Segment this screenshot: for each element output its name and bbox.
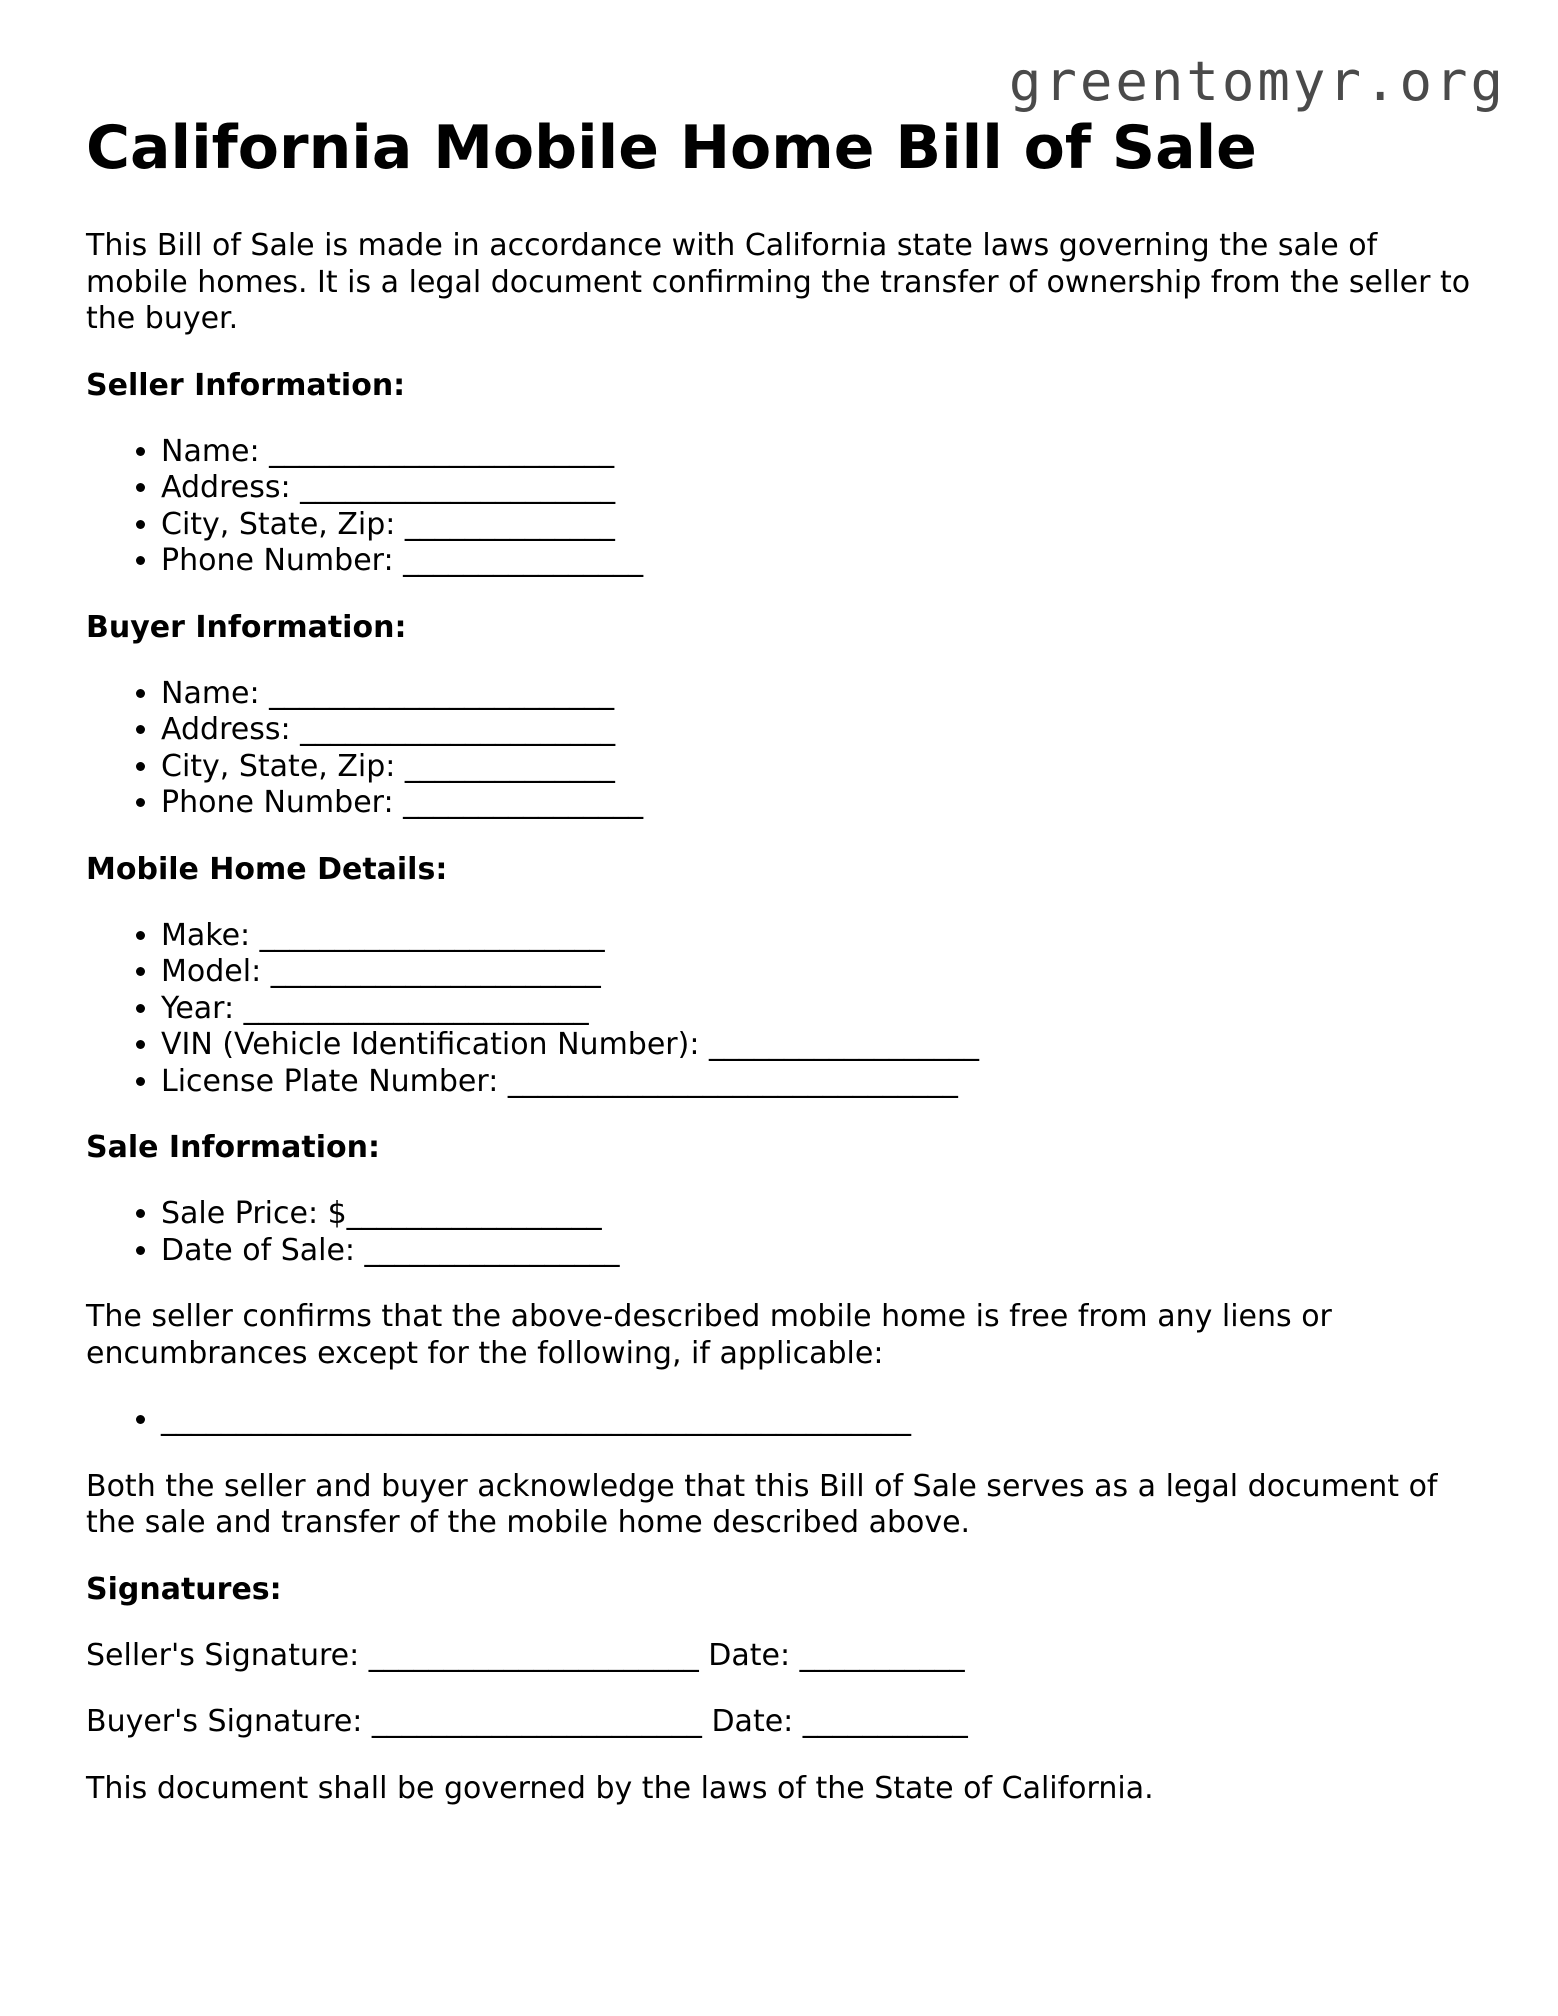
buyer-city-state-zip-field[interactable]: • City, State, Zip: ______________ (161, 749, 1486, 786)
intro-paragraph: This Bill of Sale is made in accordance with California state laws governing the sale of mobile homes. It is a legal document confirming the transfer of ownership from the seller to the buyer. (86, 228, 1471, 336)
seller-heading: Seller Information: (86, 367, 406, 403)
acknowledge-paragraph: Both the seller and buyer acknowledge that this Bill of Sale serves as a legal document of the sale and transfer of the mobile home described above. (86, 1468, 1438, 1540)
buyer-fields (86, 676, 1486, 822)
buyer-heading: Buyer Information: (86, 609, 407, 645)
buyer-name-field[interactable]: • Name: _______________________ (161, 676, 1486, 713)
watermark: greentomyr.org (1008, 50, 1506, 113)
sale-heading: Sale Information: (86, 1130, 380, 1165)
seller-signature-line[interactable]: Seller's Signature: ______________________ Date: ___________ (86, 1637, 965, 1673)
date-of-sale-field[interactable]: • Date of Sale: _________________ (161, 1233, 1486, 1270)
seller-city-state-zip-field[interactable]: • City, State, Zip: ______________ (161, 507, 1486, 544)
liens-list (86, 1402, 1486, 1439)
buyer-signature-line[interactable]: Buyer's Signature: ______________________ Date: ___________ (86, 1704, 968, 1739)
buyer-address-field[interactable]: • Address: _____________________ (161, 712, 1486, 749)
license-plate-field[interactable]: • License Plate Number: ______________________________ (161, 1064, 1486, 1101)
mobile-home-heading: Mobile Home Details: (86, 851, 448, 887)
sale-fields (86, 1196, 1486, 1269)
make-field[interactable]: • Make: _______________________ (161, 918, 1486, 955)
signatures-heading: Signatures: (86, 1571, 282, 1607)
sale-price-field[interactable]: • Sale Price: $_________________ (161, 1196, 1486, 1233)
mobile-home-fields (86, 918, 1486, 1101)
document-title: California Mobile Home Bill of Sale (86, 113, 1257, 183)
vin-field[interactable]: • VIN (Vehicle Identification Number): __________________ (161, 1027, 1486, 1064)
liens-blank-field[interactable]: • __________________________________________________ (161, 1402, 1486, 1439)
seller-name-field[interactable]: • Name: _______________________ (161, 434, 1486, 471)
seller-fields (86, 434, 1486, 580)
seller-address-field[interactable]: • Address: _____________________ (161, 470, 1486, 507)
year-field[interactable]: • Year: _______________________ (161, 991, 1486, 1028)
liens-paragraph: The seller confirms that the above-described mobile home is free from any liens or encumbrances except for the following, if applicable: (86, 1299, 1332, 1371)
document-page (86, 108, 1486, 1807)
governing-law-paragraph: This document shall be governed by the laws of the State of California. (86, 1770, 1154, 1806)
model-field[interactable]: • Model: ______________________ (161, 954, 1486, 991)
buyer-phone-field[interactable]: • Phone Number: ________________ (161, 785, 1486, 822)
seller-phone-field[interactable]: • Phone Number: ________________ (161, 543, 1486, 580)
